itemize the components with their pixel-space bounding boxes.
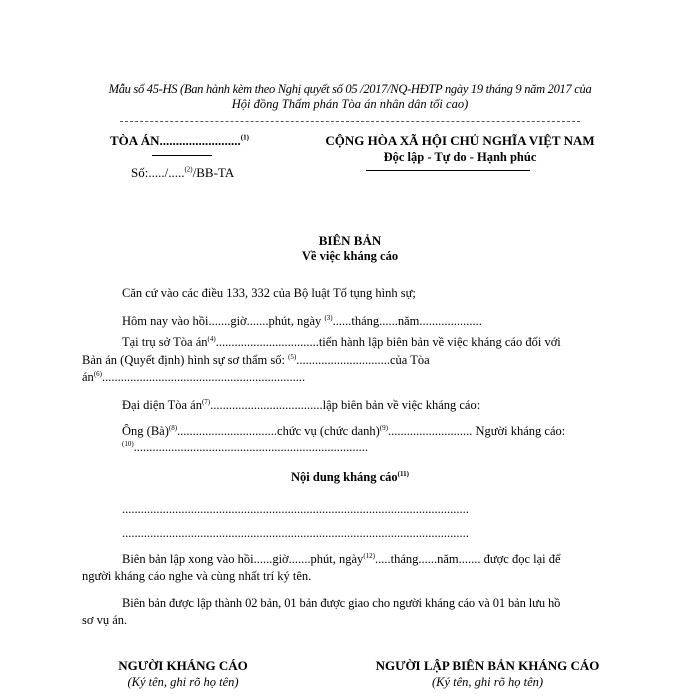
content-heading-sup: (11) <box>397 469 409 478</box>
location-text-b: .................................tiến hành lập biên bản về việc kháng cáo đối với <box>215 335 561 349</box>
content-line-2: ............................................................................................................... <box>122 526 469 540</box>
signature-right-note: (Ký tên, ghi rõ họ tên) <box>431 675 544 689</box>
paragraph-location-line2 <box>82 353 430 368</box>
paragraph-copies-line1: Biên bản được lập thành 02 bản, 01 bản được giao cho người kháng cáo và 01 bản lưu hồ <box>122 596 561 610</box>
paragraph-datetime <box>122 314 482 329</box>
location-sup1: (4) <box>207 334 216 343</box>
paragraph-closing-line2: người kháng cáo nghe và cùng nhất trí ký tên. <box>82 569 312 583</box>
content-line-1: ............................................................................................................... <box>122 502 469 516</box>
document-subtitle: Về việc kháng cáo <box>301 249 399 263</box>
template-note-line2: Hội đồng Thẩm phán Tòa án nhân dân tối cao) <box>231 97 469 111</box>
motto: Độc lập - Tự do - Hạnh phúc <box>383 150 537 164</box>
location-text-a: Tại trụ sở Tòa án <box>122 335 208 349</box>
location-sup3: (6) <box>93 369 102 378</box>
paragraph-location-line1 <box>122 335 561 350</box>
paragraph-appellant-line2 <box>122 440 368 455</box>
signature-left-title: NGƯỜI KHÁNG CÁO <box>118 658 248 673</box>
location-text-c: Bản án (Quyết định) hình sự sơ thẩm số: <box>82 353 289 367</box>
representative-text-b: ....................................lập biên bản về việc kháng cáo: <box>210 398 481 412</box>
appellant-sup3: (10) <box>122 439 134 448</box>
appellant-sup1: (8) <box>168 423 178 432</box>
header-divider <box>120 121 580 122</box>
court-name <box>110 133 249 149</box>
paragraph-legal-basis: Căn cứ vào các điều 133, 332 của Bộ luật Tố tụng hình sự; <box>122 286 416 300</box>
appellant-text-b: ................................chức vụ (chức danh) <box>177 424 380 438</box>
template-note <box>60 82 640 112</box>
court-underline <box>152 155 212 156</box>
appellant-text-d: ........................................................................... <box>133 440 369 454</box>
paragraph-location-line3 <box>82 370 305 385</box>
datetime-text-a: Hôm nay vào hồi.......giờ.......phút, ngày <box>122 314 325 328</box>
appellant-text-c: ........................... Người kháng cáo: <box>387 424 566 438</box>
paragraph-copies-line2: sơ vụ án. <box>82 613 128 627</box>
number-sup: (2) <box>184 165 193 174</box>
signature-left-note: (Ký tên, ghi rõ họ tên) <box>127 675 239 689</box>
template-note-line1: Mẫu số 45-HS (Ban hành kèm theo Nghị quyết số 05 /2017/NQ-HĐTP ngày 19 tháng 9 năm 2017 của <box>108 82 592 96</box>
paragraph-court-representative <box>122 398 480 413</box>
country-name: CỘNG HÒA XÃ HỘI CHỦ NGHĨA VIỆT NAM <box>325 133 595 148</box>
location-text-f: ................................................................. <box>101 370 306 384</box>
paragraph-closing-line1 <box>122 552 561 567</box>
datetime-sup: (3) <box>324 313 333 322</box>
location-text-e: án <box>82 370 94 384</box>
closing-text-a: Biên bản lập xong vào hồi......giờ.......phút, ngày <box>122 552 364 566</box>
closing-text-b: .....tháng......năm....... được đọc lại để <box>374 552 561 566</box>
closing-sup: (12) <box>363 551 375 560</box>
content-heading <box>0 470 700 485</box>
representative-sup: (7) <box>201 397 211 406</box>
motto-underline <box>366 170 530 171</box>
paragraph-appellant-line1 <box>122 424 565 439</box>
location-text-d: ..............................của Tòa <box>296 353 430 367</box>
location-sup2: (5) <box>288 352 297 361</box>
representative-text-a: Đại diện Tòa án <box>122 398 202 412</box>
number-suffix: /BB-TA <box>192 165 235 180</box>
number-label: Số:...../..... <box>131 165 185 180</box>
content-heading-text: Nội dung kháng cáo <box>291 470 398 484</box>
document-title: BIÊN BẢN <box>318 233 382 248</box>
signature-right-title: NGƯỜI LẬP BIÊN BẢN KHÁNG CÁO <box>375 658 600 673</box>
appellant-sup2: (9) <box>379 423 388 432</box>
court-sup: (1) <box>240 133 249 142</box>
appellant-text-a: Ông (Bà) <box>122 424 169 438</box>
document-number <box>131 165 234 181</box>
datetime-text-b: ......tháng......năm.................... <box>332 314 482 328</box>
court-label: TÒA ÁN......................... <box>110 133 241 148</box>
